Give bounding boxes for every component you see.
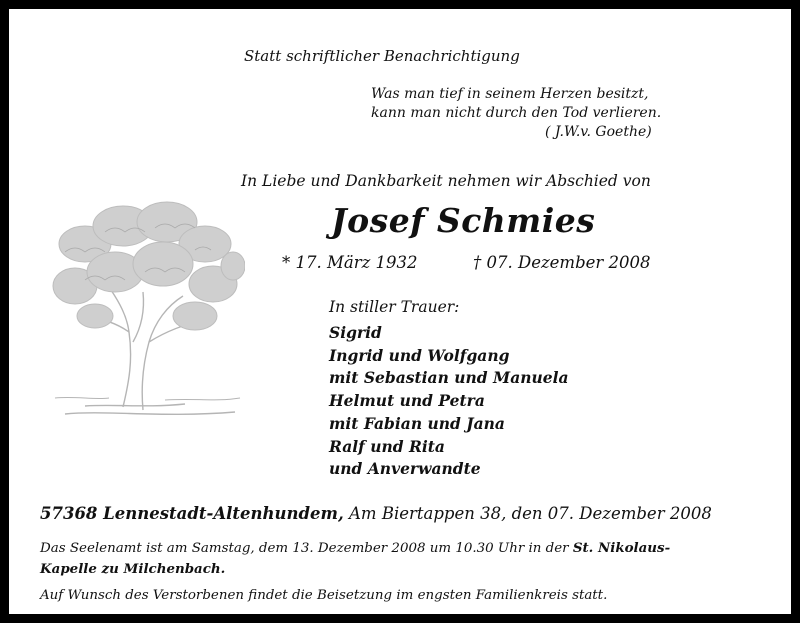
death-date: † 07. Dezember 2008	[473, 253, 651, 272]
notice-line-1	[40, 538, 670, 559]
header-text: Statt schriftlicher Benachrichtigung	[244, 47, 520, 65]
mourner-name: Ingrid und Wolfgang	[329, 345, 510, 365]
mourner-name: Sigrid	[329, 323, 382, 342]
birth-date: * 17. März 1932	[282, 253, 418, 272]
address-rest: Am Biertappen 38, den 07. Dezember 2008	[349, 504, 712, 523]
intro-text: In Liebe und Dankbarkeit nehmen wir Abschied von	[241, 172, 651, 190]
mourner-name: Helmut und Petra	[329, 391, 485, 411]
address-line	[40, 504, 712, 523]
notice-chapel-part2: Kapelle zu Milchenbach.	[40, 561, 226, 577]
address-town: 57368 Lennestadt-Altenhundem,	[40, 504, 344, 523]
mourners-list	[329, 322, 569, 481]
quote-author: ( J.W.v. Goethe)	[545, 124, 652, 140]
mourning-label: In stiller Trauer:	[329, 298, 460, 316]
mourner-name: Ralf und Rita	[329, 436, 445, 456]
goethe-quote	[371, 85, 661, 142]
notice-line-2	[40, 559, 670, 580]
quote-line-1: Was man tief in seinem Herzen besitzt,	[371, 86, 649, 102]
deceased-name: Josef Schmies	[331, 201, 596, 240]
service-notice	[40, 538, 670, 580]
mourner-name: mit Fabian und Jana	[329, 413, 505, 433]
notice-text: Das Seelenamt ist am Samstag, dem 13. Dezember 2008 um 10.30 Uhr in der	[40, 541, 569, 556]
mourner-name: mit Sebastian und Manuela	[329, 368, 569, 388]
tree-icon	[45, 192, 245, 422]
notice-chapel-part1: St. Nikolaus-	[572, 540, 671, 556]
funeral-notice: Auf Wunsch des Verstorbenen findet die Beisetzung im engsten Familienkreis statt.	[40, 588, 608, 603]
quote-line-2: kann man nicht durch den Tod verlieren.	[371, 105, 662, 121]
mourner-name: und Anverwandte	[329, 459, 481, 479]
